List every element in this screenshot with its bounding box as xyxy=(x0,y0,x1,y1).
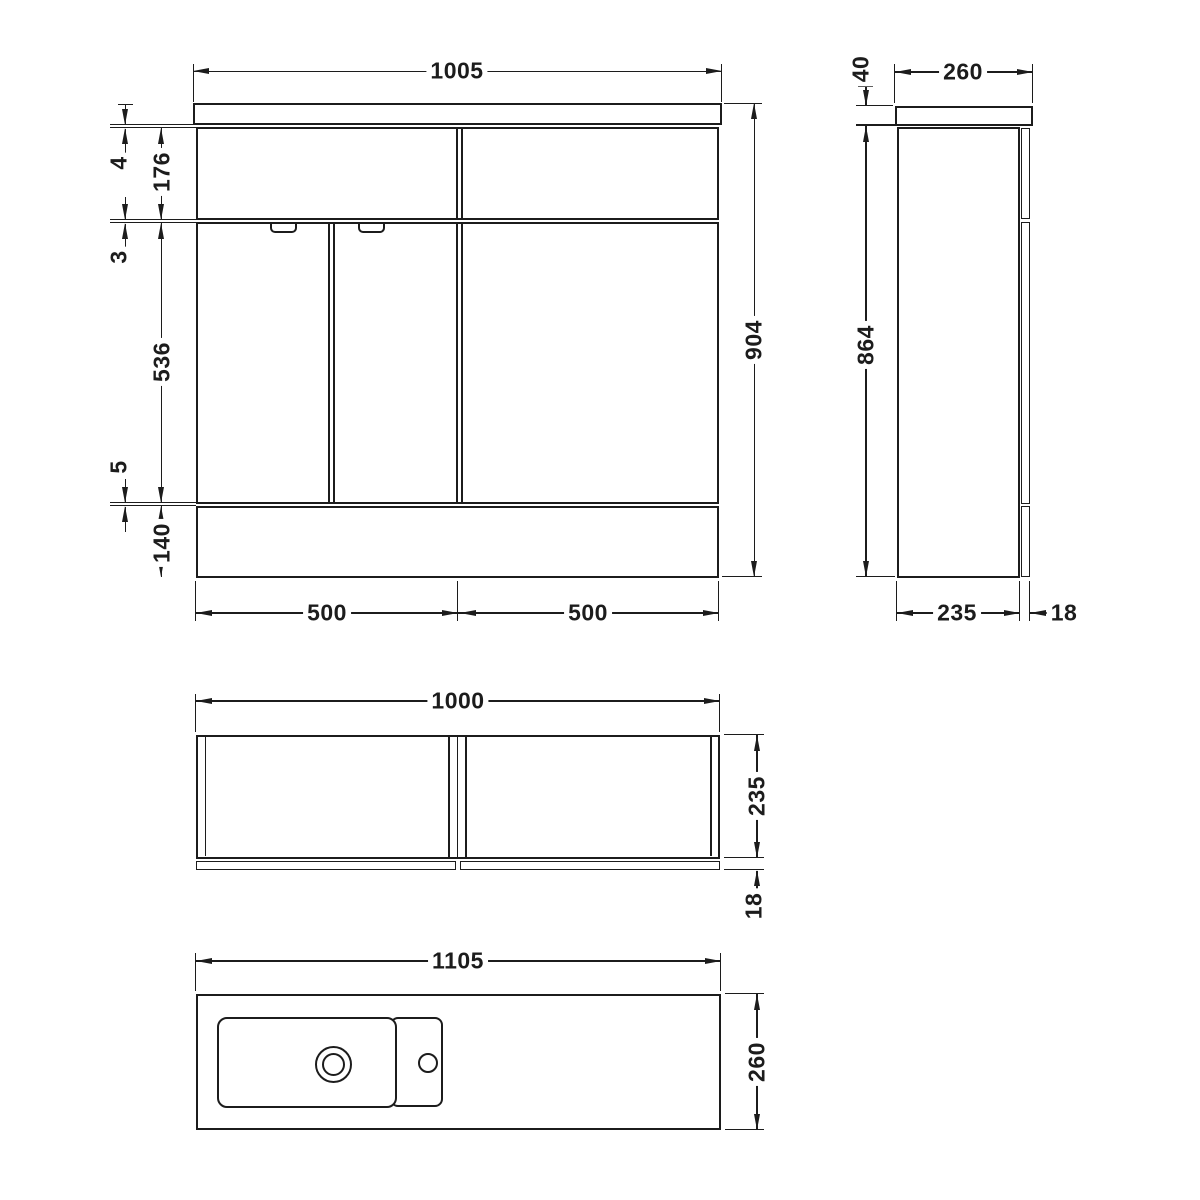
arrowhead xyxy=(705,958,721,964)
dim-plan-depth: 235 xyxy=(745,772,770,820)
arrowhead xyxy=(1017,69,1033,75)
dim-drawer-front: 176 xyxy=(149,148,174,196)
dim-front-width: 1005 xyxy=(426,59,487,84)
dim-worktop-depth: 260 xyxy=(939,60,987,85)
side-plinth-panel xyxy=(1021,506,1031,577)
dim-front-height: 904 xyxy=(742,316,767,364)
drawer-divider-line xyxy=(461,129,463,218)
dim-front-panel-thickness: 18 xyxy=(1047,601,1082,626)
dim-bottom-gap: 5 xyxy=(107,456,132,477)
arrowhead xyxy=(754,1114,760,1130)
door-divider-line xyxy=(461,224,463,502)
door-handle-right xyxy=(358,224,385,233)
arrowhead xyxy=(158,487,164,503)
dim-basin-plan-depth: 260 xyxy=(745,1038,770,1086)
side-door-panel xyxy=(1021,222,1031,504)
basin-bowl xyxy=(217,1017,397,1108)
arrowhead xyxy=(196,958,212,964)
arrowhead xyxy=(754,842,760,858)
arrowhead xyxy=(122,128,128,144)
arrowhead xyxy=(704,698,720,704)
plan-side-panel-line xyxy=(710,737,712,856)
door-divider-line xyxy=(456,224,458,502)
dim-basin-plan-width: 1105 xyxy=(428,949,488,974)
door-divider-line xyxy=(333,224,335,502)
arrowhead xyxy=(754,735,760,751)
plan-door-front-left xyxy=(196,861,456,870)
plan-divider-line xyxy=(465,736,467,857)
drawer-divider-line xyxy=(456,129,458,218)
arrowhead xyxy=(158,128,164,144)
plan-door-front-right xyxy=(460,861,720,870)
arrowhead xyxy=(122,204,128,220)
arrowhead xyxy=(895,69,911,75)
arrowhead xyxy=(706,68,722,74)
arrowhead xyxy=(1004,610,1020,616)
side-carcass xyxy=(897,127,1020,578)
arrowhead xyxy=(751,103,757,119)
arrowhead xyxy=(122,506,128,522)
drain-inner-icon xyxy=(322,1053,345,1076)
side-drawer-panel xyxy=(1021,128,1031,219)
dim-carcass-depth: 235 xyxy=(933,601,981,626)
side-worktop xyxy=(895,106,1033,126)
arrowhead xyxy=(754,994,760,1010)
dim-left-unit: 500 xyxy=(303,601,351,626)
arrowhead xyxy=(196,610,212,616)
dim-worktop-thickness: 40 xyxy=(849,52,874,87)
dim-plan-width: 1000 xyxy=(427,689,488,714)
front-plinth xyxy=(196,506,719,578)
plan-divider-line xyxy=(457,736,459,857)
arrowhead xyxy=(460,610,476,616)
dim-right-unit: 500 xyxy=(564,601,612,626)
arrowhead xyxy=(897,610,913,616)
dim-plinth: 140 xyxy=(149,519,174,567)
door-divider-line xyxy=(328,224,330,502)
dim-plan-door-thickness: 18 xyxy=(742,889,767,924)
arrowhead xyxy=(703,610,719,616)
tap-hole-icon xyxy=(418,1053,438,1073)
dim-door-height: 536 xyxy=(149,338,174,386)
arrowhead xyxy=(196,698,212,704)
arrowhead xyxy=(1030,610,1046,616)
arrowhead xyxy=(193,68,209,74)
dim-worktop-gap: 4 xyxy=(107,152,132,173)
arrowhead xyxy=(158,223,164,239)
arrowhead xyxy=(863,126,869,142)
door-handle-left xyxy=(270,224,297,233)
arrowhead xyxy=(122,223,128,239)
plan-divider-line xyxy=(448,736,450,857)
arrowhead xyxy=(122,487,128,503)
arrowhead xyxy=(863,561,869,577)
dim-mid-gap: 3 xyxy=(107,246,132,267)
front-worktop xyxy=(193,103,722,125)
arrowhead xyxy=(751,561,757,577)
arrowhead xyxy=(754,870,760,886)
arrowhead xyxy=(442,610,458,616)
arrowhead xyxy=(122,109,128,125)
dim-carcass-height: 864 xyxy=(854,321,879,369)
arrowhead xyxy=(863,90,869,106)
plan-side-panel-line xyxy=(205,737,207,856)
arrowhead xyxy=(158,204,164,220)
